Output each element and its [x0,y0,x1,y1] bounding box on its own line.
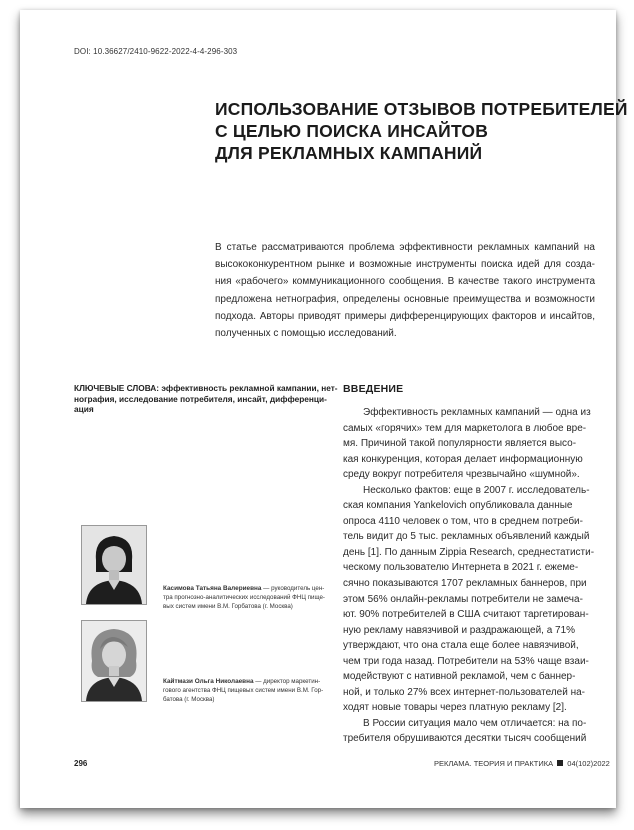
body-line: ную рекламу навязчивой и раздражающей, а 71% [343,624,576,636]
body-line: самых «горячих» тем для маркетолога в любое вре- [343,422,587,434]
author-photo [81,525,147,605]
author-name: Касимова Татьяна Валериевна [163,585,262,592]
author-name: Кайтмази Ольга Николаевна [163,678,254,685]
author-caption [163,584,333,611]
author-caption-line [163,584,333,593]
author-caption-line: вых систем имени В.М. Горбатова (г. Москва) [163,603,293,610]
body-line: В России ситуация мало чем отличается: на по- [363,717,587,729]
square-separator-icon [557,760,563,766]
author-caption-line: тра прогнозно-аналитических исследований ФНЦ пище- [163,594,325,601]
author-caption-line [163,677,333,686]
author-caption [163,677,333,704]
body-line: день [1]. По данным Zippia Research, среднестатисти- [343,546,595,558]
doi-label: DOI: 10.36627/2410-9622-2022-4-4-296-303 [74,47,238,56]
keywords [74,383,338,415]
journal-name: РЕКЛАМА. ТЕОРИЯ И ПРАКТИКА [434,759,554,768]
abstract-line: В статье рассматриваются проблема эффективности рекламных кампаний на [215,242,595,253]
body-line: ческому пользователю Интернета в 2021 г. ежеме- [343,562,579,574]
body-line: среду вокруг потребителя чрезвычайно «шумной». [343,469,580,481]
journal-page [20,10,628,808]
abstract [215,239,595,342]
author-caption-line: гового агентства ФНЦ пищевых систем имени В.М. Гор- [163,687,324,694]
abstract-line: полученных с помощью исследований. [215,328,397,340]
body-line: тель видит до 5 тыс. рекламных объявлений каждый [343,531,590,543]
author-role: — директор маркетин- [253,678,321,685]
body-line: Эффективность рекламных кампаний — одна из [363,407,591,418]
section-heading: ВВЕДЕНИЕ [343,383,404,395]
journal-issue: 04(102)2022 [567,759,610,768]
abstract-line: ния «рабочего» коммуникационного сообщения. В качестве такого инструмента [215,276,595,288]
abstract-line: подхода. Авторы приводят примеры дифференцирующих факторов и инсайтов, [215,310,595,322]
keywords-line: ация [74,404,94,414]
author-role: — руководитель цен- [261,585,325,592]
author-portrait-icon [82,526,146,604]
author-photo [81,620,147,702]
body-line: кая конкуренция, которая делает информационную [343,453,583,465]
author-caption-line: батова (г. Москва) [163,696,215,703]
journal-footer [434,759,610,768]
title-line: ИСПОЛЬЗОВАНИЕ ОТЗЫВОВ ПОТРЕБИТЕЛЕЙ [215,99,628,119]
body-text [343,405,610,747]
title-line: ДЛЯ РЕКЛАМНЫХ КАМПАНИЙ [215,143,483,163]
body-line: модействуют с нативной рекламой, чем с баннер- [343,671,576,683]
body-line: ют. 90% потребителей в США считают таргетирован- [343,609,589,621]
keywords-line: КЛЮЧЕВЫЕ СЛОВА: эффективность рекламной кампании, нет- [74,383,338,393]
body-line: сячно показываются 1707 рекламных баннеров, при [343,578,587,590]
body-line: утверждают, что она стала еще более навязчивой, [343,640,579,652]
body-line: ной, и только 27% всех интернет-пользователей на- [343,686,585,698]
body-line: чем три года назад. Потребители на 53% чаще взаи- [343,655,589,667]
title-line: С ЦЕЛЬЮ ПОИСКА ИНСАЙТОВ [215,121,489,141]
body-line: требителя обрушиваются десятки тысяч сообщений [343,733,587,745]
body-line: ходят новые товары через платную рекламу [2]. [343,702,567,714]
body-line: этом 56% онлайн-рекламы потребители не замеча- [343,593,583,605]
body-line: опроса 4110 человек о том, что в среднем потреби- [343,515,583,527]
body-line: ская компания Yankelovich опубликовала данные [343,500,573,512]
body-line: Несколько фактов: еще в 2007 г. исследователь- [363,484,590,496]
abstract-line: высококонкурентном рынке и возможные инструменты поиска идей для созда- [215,259,595,271]
body-line: мя. Причиной такой популярности является высо- [343,438,577,450]
page-number: 296 [74,759,88,768]
author-portrait-icon [82,621,146,701]
abstract-line: предложена нетнография, определены основные преимущества и возможности [215,293,595,305]
keywords-line: нография, исследование потребителя, инсайт, дифференци- [74,393,327,404]
article-title [215,98,628,164]
